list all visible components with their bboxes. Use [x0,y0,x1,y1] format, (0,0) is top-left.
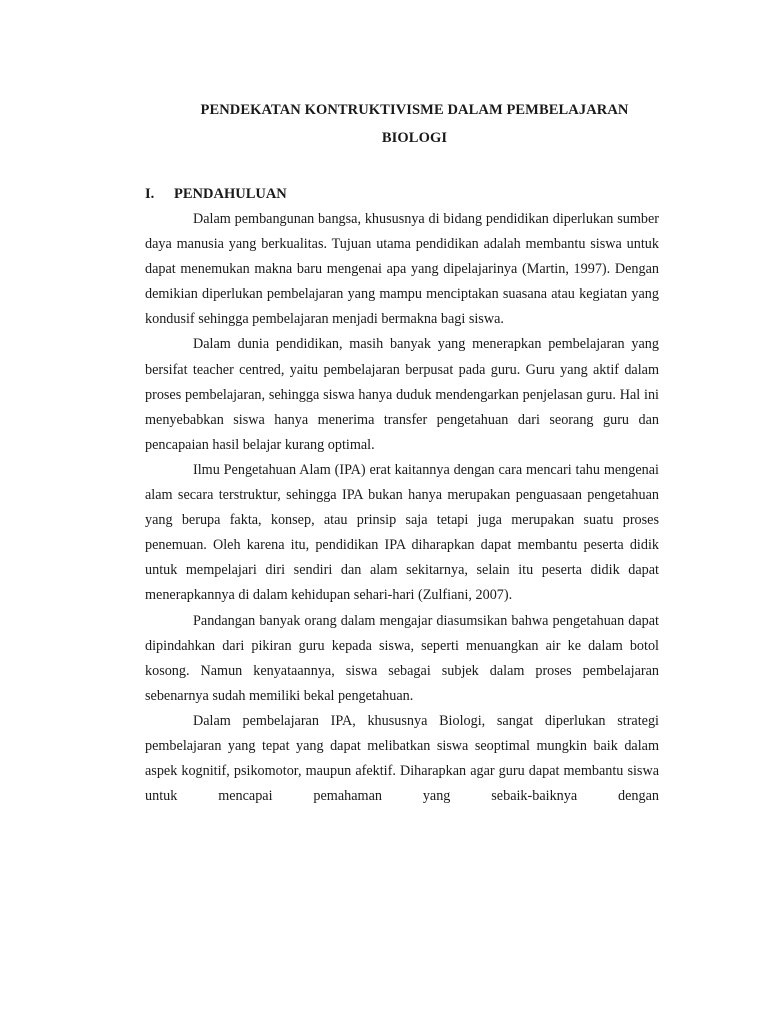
section-number: I. [145,186,155,202]
paragraph-4: Pandangan banyak orang dalam mengajar diasumsikan bahwa pengetahuan dapat dipindahkan dari pikiran guru kepada siswa, seperti menuangkan air ke dalam botol kosong. Namun kenyataannya, siswa sebagai subjek dalam proses pembelajaran sebenarnya sudah memiliki bekal pengetahuan. [145,612,659,704]
document-title [170,96,659,152]
document-page [145,96,659,809]
paragraph-3: Ilmu Pengetahuan Alam (IPA) erat kaitannya dengan cara mencari tahu mengenai alam secara terstruktur, sehingga IPA bukan hanya merupakan penguasaan pengetahuan yang berupa fakta, konsep, atau prinsip saja tetapi juga merupakan suatu proses penemuan. Oleh karena itu, pendidikan IPA diharapkan dapat membantu peserta didik untuk mempelajari diri sendiri dan alam sekitarnya, selain itu peserta didik dapat menerapkannya di dalam kehidupan sehari-hari (Zulfiani, 2007). [145,461,659,604]
title-line-1: PENDEKATAN KONTRUKTIVISME DALAM PEMBELAJARAN [200,102,629,118]
paragraph-2: Dalam dunia pendidikan, masih banyak yang menerapkan pembelajaran yang bersifat teacher centred, yaitu pembelajaran berpusat pada guru. Guru yang aktif dalam proses pembelajaran, sehingga siswa hanya duduk mendengarkan penjelasan guru. Hal ini menyebabkan siswa hanya menerima transfer pengetahuan dari seorang guru dan pencapaian hasil belajar kurang optimal. [145,336,659,453]
section-title: PENDAHULUAN [174,186,287,202]
paragraph-1: Dalam pembangunan bangsa, khususnya di bidang pendidikan diperlukan sumber daya manusia yang berkualitas. Tujuan utama pendidikan adalah membantu siswa untuk dapat menemukan makna baru mengenai apa yang dipelajarinya (Martin, 1997). Dengan demikian diperlukan pembelajaran yang mampu menciptakan suasana atau kegiatan yang kondusif sehingga pembelajaran menjadi bermakna bagi siswa. [145,211,659,328]
paragraph-5: Dalam pembelajaran IPA, khususnya Biologi, sangat diperlukan strategi pembelajaran yang tepat yang dapat melibatkan siswa seoptimal mungkin baik dalam aspek kognitif, psikomotor, maupun afektif. Diharapkan agar guru dapat membantu siswa untuk mencapai pemahaman yang sebaik-baiknya dengan [145,712,659,805]
section-heading [145,182,659,207]
title-line-2: BIOLOGI [381,130,448,146]
